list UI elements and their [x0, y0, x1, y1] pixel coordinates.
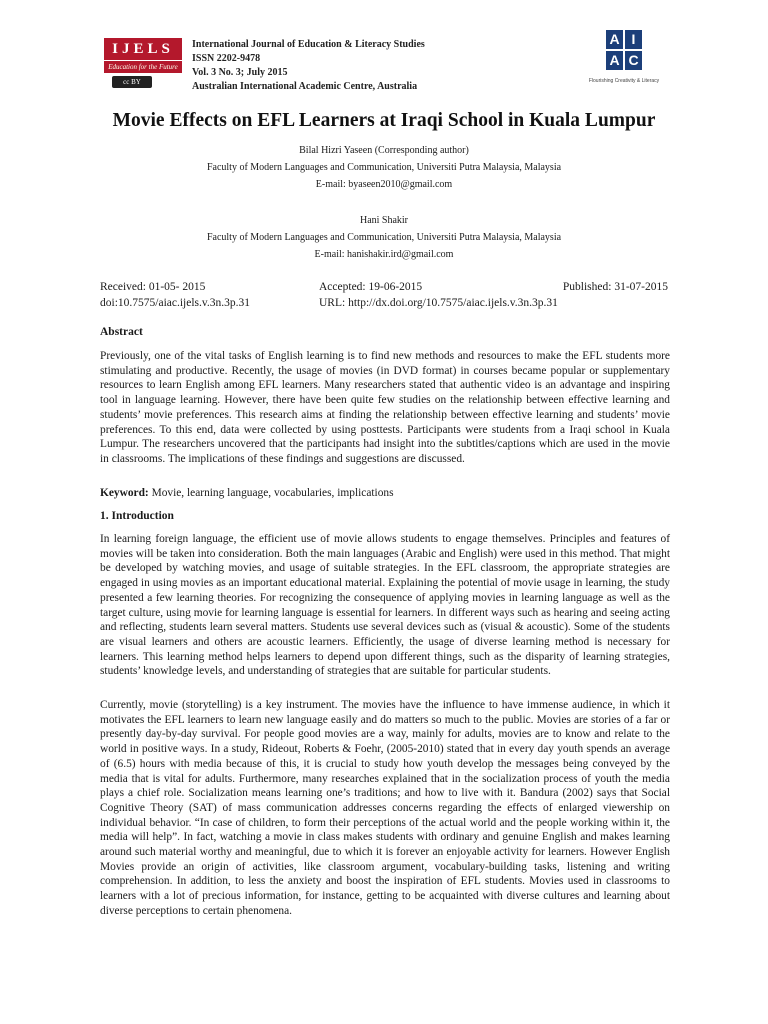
keywords-text: Movie, learning language, vocabularies, implications — [148, 487, 394, 499]
author-name: Hani Shakir — [359, 215, 409, 226]
ijels-logo-text: IJELS — [104, 38, 182, 60]
journal-name: International Journal of Education & Literacy Studies — [192, 39, 425, 50]
author-email: E-mail: hanishakir.ird@gmail.com — [314, 249, 454, 260]
published-date: Published: 31-07-2015 — [562, 281, 668, 293]
paper-title: Movie Effects on EFL Learners at Iraqi School in Kuala Lumpur — [112, 110, 656, 131]
introduction-heading: 1. Introduction — [100, 510, 174, 522]
ijels-logo — [104, 38, 182, 100]
author-affiliation: Faculty of Modern Languages and Communication, Universiti Putra Malaysia, Malaysia — [206, 162, 562, 173]
accepted-date: Accepted: 19-06-2015 — [319, 281, 423, 293]
doi: doi:10.7575/aiac.ijels.v.3n.3p.31 — [100, 297, 251, 309]
ijels-logo-tagline: Education for the Future — [104, 60, 182, 73]
keywords — [100, 487, 394, 499]
journal-info — [192, 38, 425, 94]
journal-header — [0, 0, 768, 100]
journal-publisher: Australian International Academic Centre, Australia — [192, 81, 418, 92]
publication-dates — [100, 279, 668, 311]
aiac-logo-grid — [606, 30, 642, 70]
author-block — [0, 142, 768, 263]
creative-commons-badge: cc BY — [112, 76, 152, 88]
introduction-paragraph: Currently, movie (storytelling) is a key instrument. The movies have the influence to have immense audience, in which it motivates the EFL learners to learn new language easily and do matters so much to the public. Movies are stories of a far or presently day-by-day survival. For people good movies are a way, mainly for adults, movies are to know and relate to the world in positive ways. In a study, Rideout, Roberts & Foehr, (2005-2010) stated that in every day youth spends an average of (6.5) hours with media because of this, it is crucial to study how youth develop the messages being conveyed by the media that is vital for adults. Furthermore, many researches explained that in the socialization process of youth the media plays a chief role. Socialization means learning one’s traditions; and how to live with it. Bandura (2002) says that Social Cognitive Theory (SAT) of mass communication addresses concerns regarding the effects of enlarged viewership on individual behavior. “In case of children, to form their perceptions of the actual world and the people working within it, the media will help”. In fact, watching a movie in class makes students with ordinary and genuine English and makes learning around such material worthy and meaningful, due to which it is forever an enjoyable activity for learners. However English Movies provide an origin of activities, like classroom argument, vocabulary-building tasks, listening and writing comprehension. In addition, to less the anxiety and boost the inspiration of EFL students. Movies used in classrooms to learners with a lot of precious information, for instance, getting to be acquainted with diverse cultures and learning about diverse perceptions to certain phenomena. — [100, 699, 670, 917]
aiac-logo-tagline: Flourishing Creativity & Literacy — [588, 78, 660, 84]
aiac-logo — [580, 30, 668, 92]
journal-issn: ISSN 2202-9478 — [192, 53, 261, 64]
aiac-letter: A — [606, 30, 623, 49]
author-name: Bilal Hizri Yaseen (Corresponding author) — [299, 145, 469, 156]
aiac-letter: C — [625, 51, 642, 70]
journal-volume: Vol. 3 No. 3; July 2015 — [192, 67, 288, 78]
author-affiliation: Faculty of Modern Languages and Communication, Universiti Putra Malaysia, Malaysia — [206, 232, 562, 243]
received-date: Received: 01-05- 2015 — [100, 281, 206, 293]
introduction-paragraph: In learning foreign language, the efficient use of movie allows students to engage themselves. Principles and features of movies will be taken into consideration. Both the main languages (Arabic and English) were used in this method. That might be developed by watching movies, and usage of suitable strategies. In the EFL classroom, the appropriate strategies are engaged in using movies as an important educational material. Explaining the potential of movie usage in learning, the study presented a few learning theories. For recognizing the consequence of applying movies in learning language as well as the target culture, using movie for learning language is essential for learners. In different ways such as hearing and seeing acting and reflecting, students learn several matters. Students use several devices such as (visual & acoustic). Some of the students are visual learners and others are acoustic learners. Efficiently, the usage of diverse learning method is necessary for learners. This learning method helps learners to depend upon different things, such as the disparity of learning strategies, students’ knowledge levels, and understanding of strategies that are suitable for particular students. — [100, 533, 670, 678]
abstract-text: Previously, one of the vital tasks of English learning is to find new methods and resources to make the EFL students more stimulating and productive. Recently, the usage of movies (in DVD format) in courses became popular or supplementary resources to learn English among EFL learners. Many researchers stated that authentic video is an advantage and inspiring tool in language learning. However, there have been quite few studies on the relationship between effective learning and students’ movie preferences. This research aims at finding the relationship between effective learning and students’ movie preferences. To this end, data were collected by using posttests. Participants were students from a Iraqi school in Kuala Lumpur. The researchers uncovered that the participants had insight into the subtitles/captions which are used in the movie in classrooms. The implications of these findings and suggestions are discussed. — [100, 350, 670, 465]
keywords-label: Keyword: — [100, 487, 149, 499]
aiac-letter: I — [625, 30, 642, 49]
aiac-letter: A — [606, 51, 623, 70]
article-url: URL: http://dx.doi.org/10.7575/aiac.ijels.v.3n.3p.31 — [319, 297, 558, 309]
author-email: E-mail: byaseen2010@gmail.com — [315, 179, 453, 190]
abstract-heading: Abstract — [100, 326, 143, 338]
